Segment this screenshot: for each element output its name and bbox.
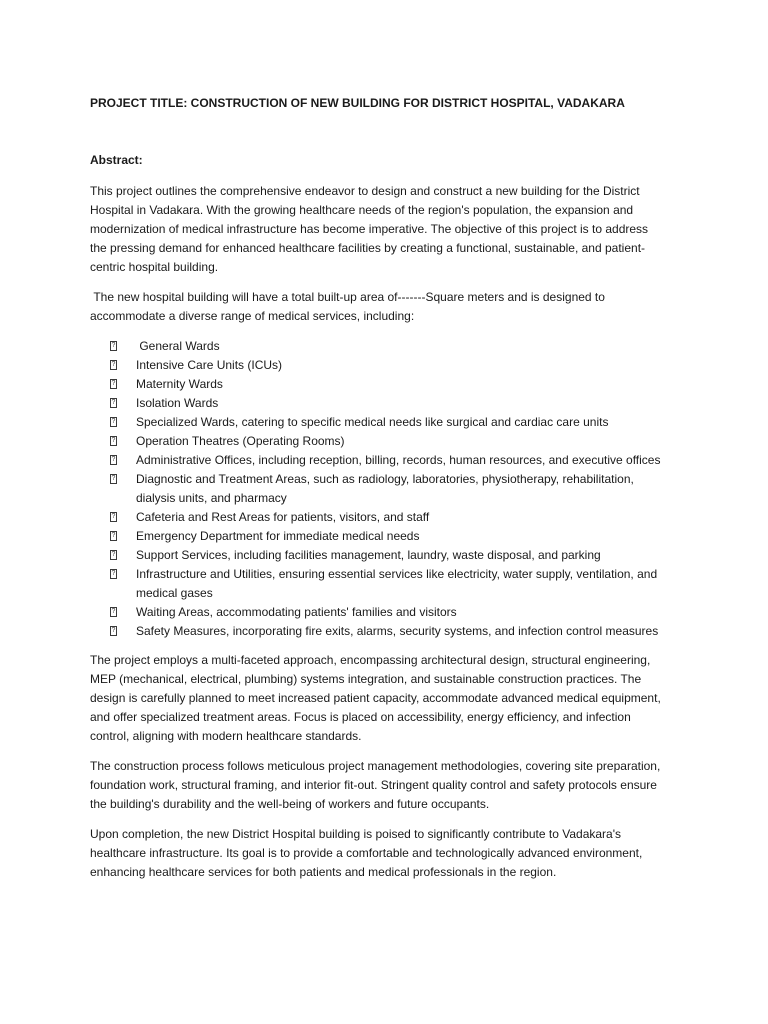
list-item-text: General Wards xyxy=(136,339,220,353)
project-title: PROJECT TITLE: CONSTRUCTION OF NEW BUILDING FOR DISTRICT HOSPITAL, VADAKARA xyxy=(90,96,625,110)
list-item-text: Maternity Wards xyxy=(136,377,223,391)
list-item xyxy=(110,356,668,375)
list-item xyxy=(110,508,668,527)
abstract-heading: Abstract: xyxy=(90,153,143,167)
services-list xyxy=(90,337,668,641)
list-item-text: Diagnostic and Treatment Areas, such as radiology, laboratories, physiotherapy, rehabilitation, dialysis units, and pharmacy xyxy=(136,472,634,505)
intro-paragraph: This project outlines the comprehensive endeavor to design and construct a new building for the District Hospital in Vadakara. With the growing healthcare needs of the region's population, the expansion and modernization of medical infrastructure has become imperative. The objective of this project is to address the pressing demand for enhanced healthcare facilities by creating a functional, sustainable, and patient-centric hospital building. xyxy=(90,184,649,274)
missing-glyph-icon: ? xyxy=(111,513,116,520)
list-item-text: Infrastructure and Utilities, ensuring essential services like electricity, water supply, ventilation, and medical gases xyxy=(136,567,658,600)
list-item-text: Emergency Department for immediate medical needs xyxy=(136,529,420,543)
missing-glyph-icon: ? xyxy=(111,627,116,634)
missing-glyph-icon: ? xyxy=(111,380,116,387)
list-item xyxy=(110,527,668,546)
approach-paragraph: The project employs a multi-faceted approach, encompassing architectural design, structural engineering, MEP (mechanical, electrical, plumbing) systems integration, and sustainable construction practices. The design is carefully planned to meet increased patient capacity, accommodate advanced medical equipment, and offer specialized treatment areas. Focus is placed on accessibility, energy efficiency, and infection control, aligning with modern healthcare standards. xyxy=(90,653,661,743)
list-item xyxy=(110,413,668,432)
list-item-text: Isolation Wards xyxy=(136,396,219,410)
list-item xyxy=(110,470,668,508)
list-item-text: Administrative Offices, including reception, billing, records, human resources, and executive offices xyxy=(136,453,661,467)
missing-glyph-icon: ? xyxy=(111,608,116,615)
missing-glyph-icon: ? xyxy=(111,342,116,349)
list-item xyxy=(110,394,668,413)
list-item xyxy=(110,603,668,622)
list-item xyxy=(110,337,668,356)
list-item xyxy=(110,432,668,451)
list-item-text: Waiting Areas, accommodating patients' families and visitors xyxy=(136,605,457,619)
list-item-text: Operation Theatres (Operating Rooms) xyxy=(136,434,345,448)
missing-glyph-icon: ? xyxy=(111,475,116,482)
list-item xyxy=(110,375,668,394)
list-item xyxy=(110,622,668,641)
list-item-text: Cafeteria and Rest Areas for patients, visitors, and staff xyxy=(136,510,430,524)
list-item-text: Intensive Care Units (ICUs) xyxy=(136,358,283,372)
list-item-text: Specialized Wards, catering to specific medical needs like surgical and cardiac care units xyxy=(136,415,609,429)
missing-glyph-icon: ? xyxy=(111,456,116,463)
completion-paragraph: Upon completion, the new District Hospital building is poised to significantly contribute to Vadakara's healthcare infrastructure. Its goal is to provide a comfortable and technologically advanced environment, enhancing healthcare services for both patients and medical professionals in the region. xyxy=(90,827,643,879)
area-paragraph: The new hospital building will have a total built-up area of-------Square meters and is designed to accommodate a diverse range of medical services, including: xyxy=(90,290,605,323)
missing-glyph-icon: ? xyxy=(111,418,116,425)
missing-glyph-icon: ? xyxy=(111,437,116,444)
construction-paragraph: The construction process follows meticulous project management methodologies, covering site preparation, foundation work, structural framing, and interior fit-out. Stringent quality control and safety protocols ensure the building's durability and the well-being of workers and future occupants. xyxy=(90,759,661,811)
missing-glyph-icon: ? xyxy=(111,399,116,406)
list-item-text: Support Services, including facilities management, laundry, waste disposal, and parking xyxy=(136,548,601,562)
missing-glyph-icon: ? xyxy=(111,532,116,539)
list-item xyxy=(110,546,668,565)
missing-glyph-icon: ? xyxy=(111,551,116,558)
missing-glyph-icon: ? xyxy=(111,570,116,577)
list-item xyxy=(110,565,668,603)
missing-glyph-icon: ? xyxy=(111,361,116,368)
list-item-text: Safety Measures, incorporating fire exits, alarms, security systems, and infection control measures xyxy=(136,624,659,638)
list-item xyxy=(110,451,668,470)
